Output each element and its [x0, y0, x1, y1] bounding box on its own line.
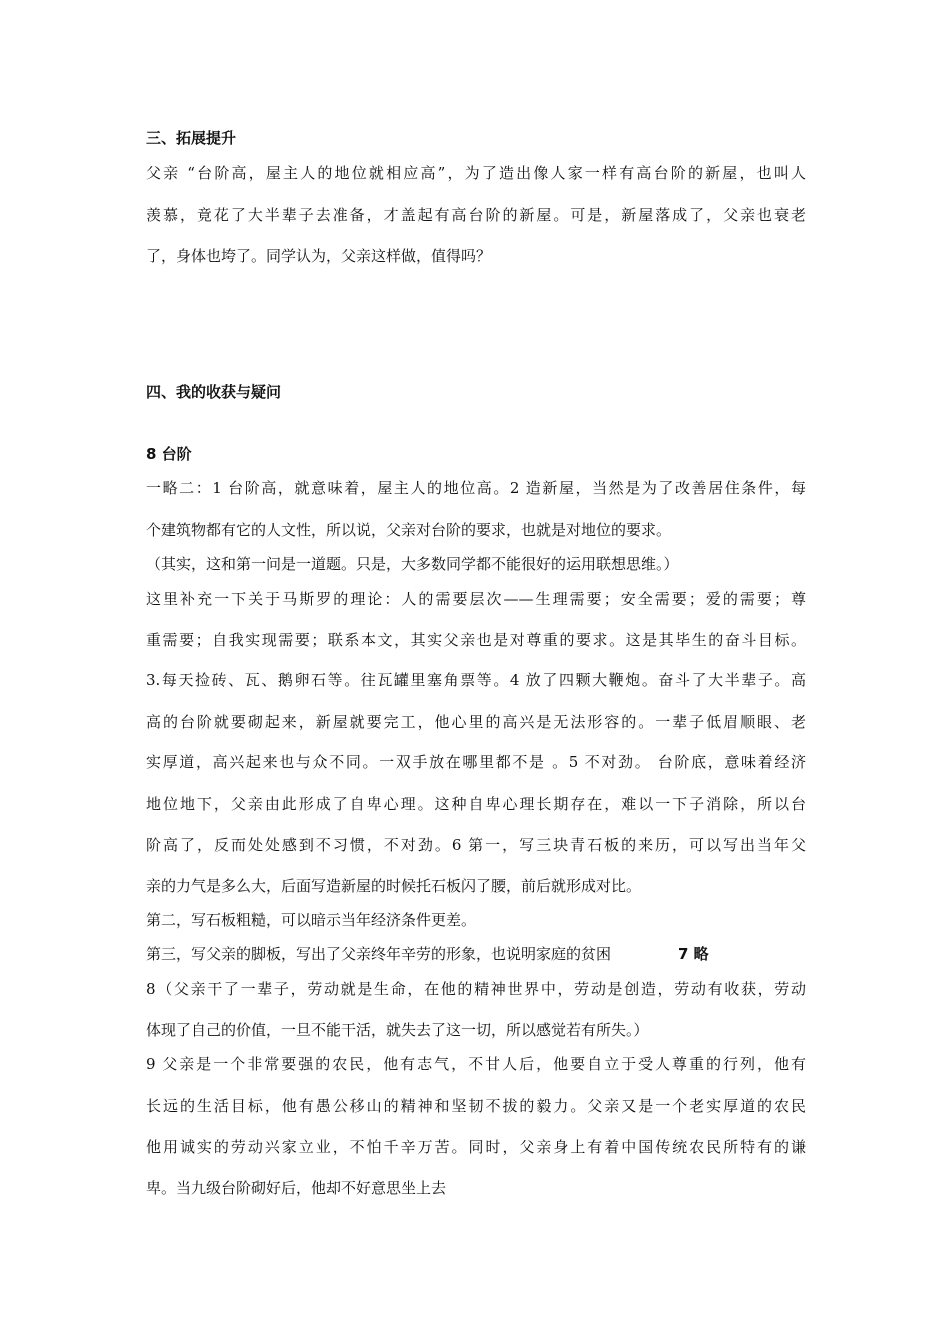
answer-line: 长远的生活目标，他有愚公移山的精神和坚韧不拔的毅力。父亲又是一个老实厚道的农民 [146, 1097, 806, 1115]
answer-line: 实厚道，高兴起来也与众不同。一双手放在哪里都不是 。5 不对劲。 台阶底，意味着经济 [146, 753, 806, 771]
answer-line: 一略二：1 台阶高，就意味着，屋主人的地位高。2 造新屋，当然是为了改善居住条件，每 [146, 479, 806, 497]
answer-line: 9 父亲是一个非常要强的农民，他有志气，不甘人后，他要自立于受人尊重的行列，他有 [146, 1055, 806, 1073]
section-heading-4: 四、我的收获与疑问 [146, 383, 282, 401]
paragraph-line: 父亲 “台阶高，屋主人的地位就相应高”，为了造出像人家一样有高台阶的新屋，也叫人 [146, 164, 806, 182]
answer-line: 重需要；自我实现需要；联系本文，其实父亲也是对尊重的要求。这是其毕生的奋斗目标。 [146, 631, 806, 649]
answer-line: 第二，写石板粗糙，可以暗示当年经济条件更差。 [146, 911, 477, 929]
section-heading-3: 三、拓展提升 [146, 129, 237, 147]
answer-line: 第三，写父亲的脚板，写出了父亲终年辛劳的形象，也说明家庭的贫困 [146, 945, 612, 963]
answer-line: 地位地下，父亲由此形成了自卑心理。这种自卑心理长期存在，难以一下子消除，所以台 [146, 795, 806, 813]
answer-line: 体现了自己的价值，一旦不能干活，就失去了这一切，所以感觉若有所失。） [146, 1021, 649, 1039]
answer-line: 8（父亲干了一辈子，劳动就是生命，在他的精神世界中，劳动是创造，劳动有收获，劳动 [146, 980, 806, 998]
paragraph-line: 了，身体也垮了。同学认为，父亲这样做，值得吗？ [146, 247, 492, 265]
answer-line: 这里补充一下关于马斯罗的理论：人的需要层次——生理需要；安全需要；爱的需要；尊 [146, 590, 806, 608]
answer-line: 卑。当九级台阶砌好后，他却不好意思坐上去 [146, 1179, 447, 1197]
answer-seven-label: 7 略 [678, 945, 709, 963]
answer-title: 8 台阶 [146, 445, 192, 463]
answer-line: 亲的力气是多么大，后面写造新屋的时候托石板闪了腰，前后就形成对比。 [146, 877, 642, 895]
answer-line: 3.每天捡砖、瓦、鹅卵石等。往瓦罐里塞角票等。4 放了四颗大鞭炮。奋斗了大半辈子。高 [146, 671, 806, 689]
paragraph-line: 羡慕，竟花了大半辈子去准备，才盖起有高台阶的新屋。可是，新屋落成了，父亲也衰老 [146, 206, 806, 224]
answer-line: 个建筑物都有它的人文性，所以说，父亲对台阶的要求，也就是对地位的要求。 [146, 521, 672, 539]
answer-line: （其实，这和第一问是一道题。只是，大多数同学都不能很好的运用联想思维。） [146, 555, 679, 573]
answer-line: 高的台阶就要砌起来，新屋就要完工，他心里的高兴是无法形容的。一辈子低眉顺眼、老 [146, 713, 806, 731]
answer-line: 他用诚实的劳动兴家立业，不怕千辛万苦。同时，父亲身上有着中国传统农民所特有的谦 [146, 1138, 806, 1156]
answer-line: 阶高了，反而处处感到不习惯，不对劲。6 第一，写三块青石板的来历，可以写出当年父 [146, 836, 806, 854]
